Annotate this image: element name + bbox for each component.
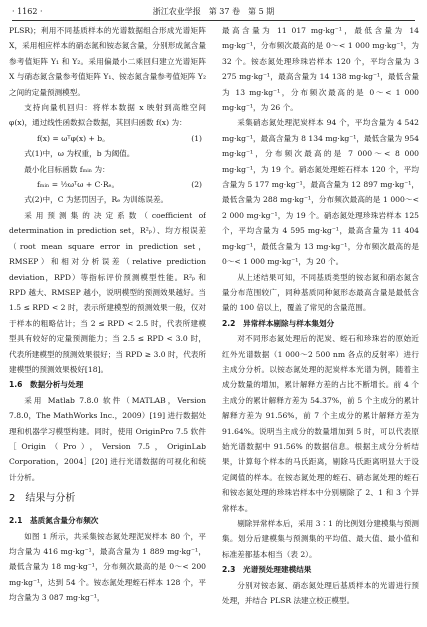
right-column [222, 23, 419, 621]
paragraph: 采用 Matlab 7.8.0 软件（MATLAB，Version 7.8.0，The MathWorks Inc.，2009）[19] 进行数据处理和机器学习模型构建。同时，使用 OriginPro 7.5 软件［Origin（Pro），Version 7.5，OriginLab Corporation，2004］[20] 进行光谱数据的可视化和统计分析。 [9, 395, 206, 482]
journal-title: 浙江农业学报 第 37 卷 第 5 期 [152, 7, 275, 16]
paragraph: 采集硝态氮处理泥炭样本 94 个，平均含量为 4 542 mg·kg⁻¹，最高含量为 8 134 mg·kg⁻¹，最低含量为 954 mg·kg⁻¹，分布频次最高的是 7 000～< 8 000 mg·kg⁻¹，为 19 个。硝态氮处理蛭石样本 120 个，平均含量为 5 177 mg·kg⁻¹，最高含量为 12 897 mg·kg⁻¹，最低含量为 288 mg·kg⁻¹，分布频次最高的是 1 000～< 2 000 mg·kg⁻¹，为 19 个。硝态氮处理珍珠岩样本 125 个，平均含量为 4 595 mg·kg⁻¹，最高含量为 11 404 mg·kg⁻¹，最低含量为 13 mg·kg⁻¹，分布频次最高的是 0～< 1 000 mg·kg⁻¹，为 20 个。 [222, 118, 419, 267]
left-column [9, 23, 206, 621]
equation-body: fₘᵢₙ = ½ωᵀω + C·Rₑ。 [37, 180, 120, 190]
subsection-heading: 2.1 基质氮含量分布频次 [9, 516, 99, 526]
subsection-heading: 2.3 光谱预处理建模结果 [222, 565, 312, 575]
paragraph: 支持向量机回归：将样本数据 x 映射到高维空间 φ(x)，通过线性函数拟合数据，其回归函数 f(x) 为： [9, 103, 206, 128]
equation-2 [9, 177, 206, 192]
equation-number: (1) [191, 133, 202, 143]
paragraph: 如图 1 所示，共采集铵态氮处理泥炭样本 80 个，平均含量为 416 mg·kg⁻¹，最高含量为 1 889 mg·kg⁻¹，最低含量为 18 mg·kg⁻¹，分布频次最高的是 0～< 200 mg·kg⁻¹，达到 54 个。铵态氮处理蛭石样本 128 个，平均含量为 3 087 mg·kg⁻¹， [9, 531, 206, 603]
paragraph: 最小化目标函数 fₘᵢₙ 为： [24, 164, 110, 174]
section-heading: 2 结果与分析 [9, 493, 76, 505]
paragraph: 对不同形态氮处理后的泥炭、蛭石和珍珠岩的原始近红外光谱数据（1 000～2 500 nm 各点的反射率）进行主成分分析。以铵态氮处理的泥炭样本光谱为例，随着主成分数量的增加，累计解释方差的占比不断增长。前 4 个主成分的累计解释方差为 54.37%，前 5 个主成分的累计解释方差为 91.56%，前 7 个主成分的累计解释方差为 91.64%。说明当主成分的数量增加到 5 时，可以代表原始光谱数据中 91.56% 的数据信息。根据主成分分析结果，计算每个样本的马氏距离，剔除马氏距离明显大于设定阈值的样本。在铵态氮处理的蛭石、硝态氮处理的蛭石和铵态氮处理的珍珠岩样本中分别剔除了 2、1 和 3 个异常样本。 [222, 334, 419, 513]
paragraph: 最高含量为 11 017 mg·kg⁻¹，最低含量为 14 mg·kg⁻¹，分布频次最高的是 0～< 1 000 mg·kg⁻¹，为 32 个。铵态氮处理珍珠岩样本 120 个，平均含量为 3 275 mg·kg⁻¹，最高含量为 14 138 mg·kg⁻¹，最低含量为 13 mg·kg⁻¹，分布频次最高的是 0～< 1 000 mg·kg⁻¹，为 26 个。 [222, 26, 419, 113]
page-number: · 1162 · [12, 7, 43, 16]
equation-body: f(x) = ωᵀφ(x) + b。 [37, 133, 110, 143]
equation-1 [9, 131, 206, 146]
page-header [12, 4, 415, 21]
paragraph: 从上述结果可知，不同基质类型的铵态氮和硝态氮含量分布范围较广，同种基质同种氮形态最高含量是最低含量的 100 倍以上，覆盖了常见的含量范围。 [222, 272, 419, 313]
paragraph: PLSR)；利用不同基质样本的光谱数据组合形成光谱矩阵 X，采用相应样本的硝态氮和铵态氮含量，分别形成氮含量参考值矩阵 Y₁ 和 Y₂。采用偏最小二乘回归建立光谱矩阵 X 与硝态氮含量参考值矩阵 Y₁、铵态氮含量参考值矩阵 Y₂ 之间的定量预测模型。 [9, 26, 206, 97]
paragraph: 式(2)中，C 为惩罚因子，Rₑ 为训练误差。 [24, 195, 169, 205]
subsection-heading: 1.6 数据分析与处理 [9, 380, 84, 390]
equation-number: (2) [191, 180, 202, 190]
paragraph: 分别对铵态氮、硝态氮处理后基质样本的光谱进行预处理，并结合 PLSR 法建立校正模型。 [222, 580, 419, 606]
paragraph: 剔除异常样本后，采用 3∶1 的比例划分建模集与预测集。划分后建模集与预测集的平均值、最大值、最小值和标准差都基本相当（表 2）。 [222, 519, 419, 559]
paragraph: 式(1)中，ω 为权重，b 为阈值。 [24, 149, 135, 159]
paragraph: 采用预测集的决定系数（coefficient of determination in prediction set，R²ₚ）、均方根误差（root mean square error in prediction set，RMSEP）和相对分析误差（relative prediction deviation，RPD）等指标评价预测模型性能。R²ₚ 和 RPD 越大、RMSEP 越小，说明模型的预测效果越好。当 1.5 ≤ RPD < 2 时，表示所建模型的预测效果一般，仅对于样本的粗略估计；当 2 ≤ RPD < 2.5 时，代表所建模型具有较好的定量预测能力；当 2.5 ≤ RPD < 3.0 时，代表所建模型的预测效果很好；当 RPD ≥ 3.0 时，代表所建模型的预测效果极好[18]。 [9, 210, 206, 374]
subsection-heading: 2.2 异常样本剔除与样本集划分 [222, 318, 335, 328]
